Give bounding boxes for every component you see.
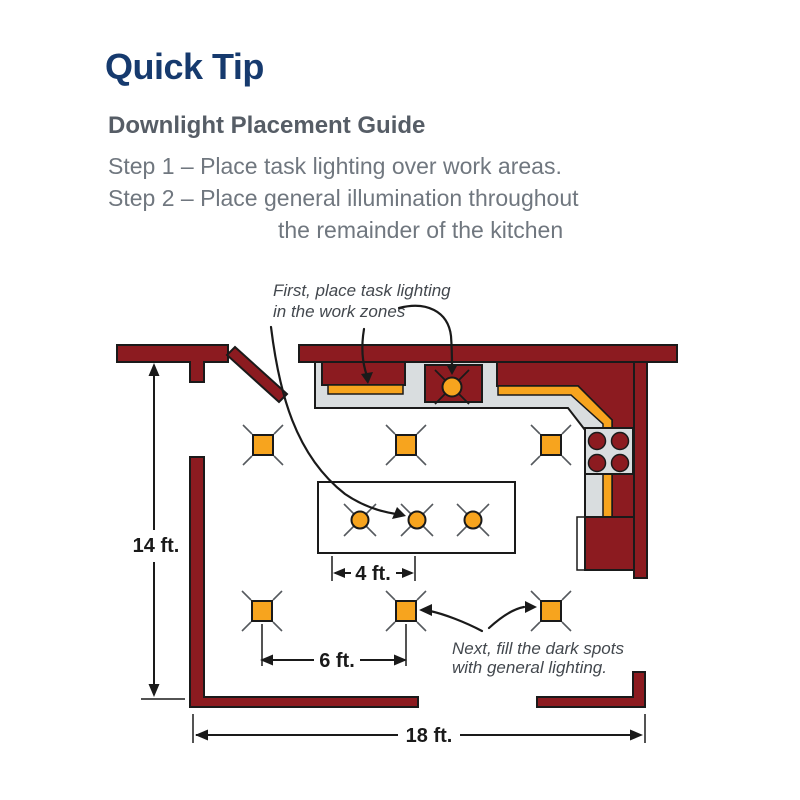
burner xyxy=(612,433,629,450)
wall-right xyxy=(634,362,647,578)
room-width-label: 18 ft. xyxy=(405,725,453,747)
arrow-to-middle-downlight xyxy=(430,611,482,631)
annotation-general-line2: with general lighting. xyxy=(452,658,607,677)
island-spacing-label: 4 ft. xyxy=(355,563,391,585)
downlight-icon xyxy=(531,425,571,465)
downlight-icon xyxy=(386,425,426,465)
wall-top-left xyxy=(117,345,228,382)
annotation-task-line1: First, place task lighting xyxy=(273,281,451,300)
step-1: Step 1 – Place task lighting over work areas. xyxy=(108,153,562,179)
burner xyxy=(612,455,629,472)
arrow-to-right-downlight xyxy=(489,607,524,628)
dimension-general-spacing xyxy=(260,624,407,672)
burner xyxy=(589,433,606,450)
page-title: Quick Tip xyxy=(105,46,264,87)
step-2-line2: the remainder of the kitchen xyxy=(278,217,564,243)
task-light-strip-left xyxy=(328,385,403,394)
annotation-general-line1: Next, fill the dark spots xyxy=(452,639,624,658)
dimension-island-spacing xyxy=(332,556,415,585)
wall-top xyxy=(299,345,677,362)
wall-bottom-right xyxy=(537,672,645,707)
burner xyxy=(589,455,606,472)
annotation-task-line2: in the work zones xyxy=(273,302,406,321)
general-spacing-label: 6 ft. xyxy=(319,650,355,672)
downlight-icon xyxy=(531,591,571,631)
step-2-line1: Step 2 – Place general illumination throughout xyxy=(108,185,579,211)
downlight-icon xyxy=(243,425,283,465)
guide-subtitle: Downlight Placement Guide xyxy=(108,112,426,139)
room-height-label: 14 ft. xyxy=(132,535,180,557)
cooktop xyxy=(585,428,633,474)
refrigerator xyxy=(577,517,634,570)
dimension-room-width xyxy=(193,714,645,747)
annotation-general-lighting xyxy=(419,601,624,677)
dimension-room-height xyxy=(133,363,185,699)
